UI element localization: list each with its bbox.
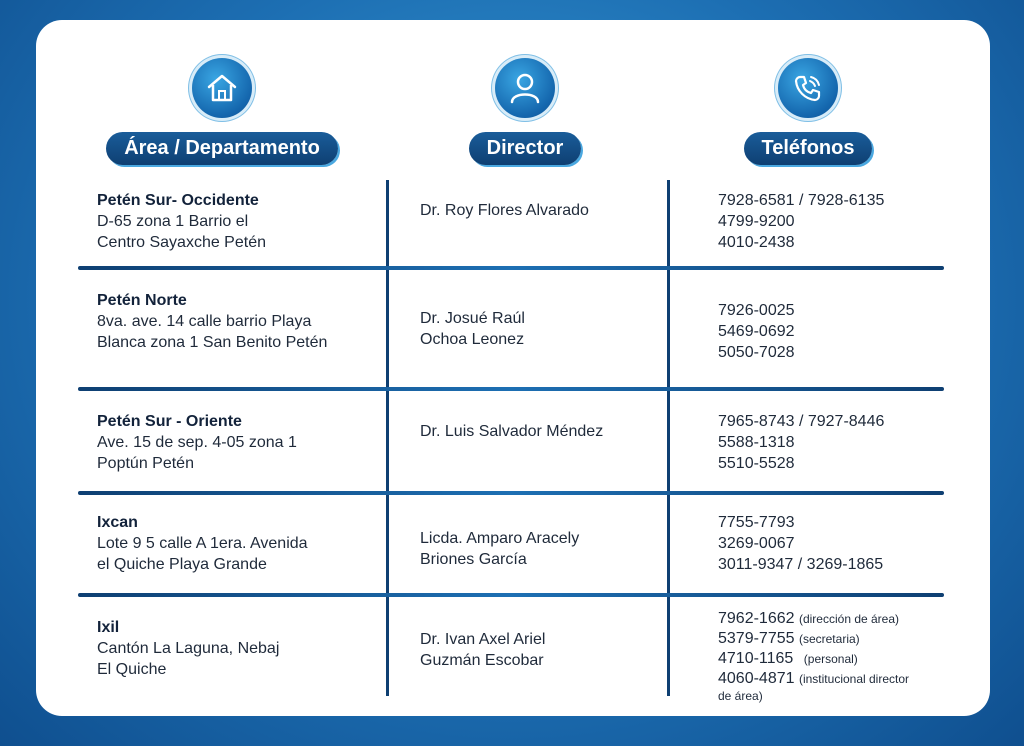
user-icon: [495, 58, 555, 118]
phone-number: 5510-5528: [718, 455, 795, 472]
row-divider-2: [78, 387, 944, 391]
phone-number: 5050-7028: [718, 344, 795, 361]
area-address-line: Cantón La Laguna, Nebaj: [97, 640, 280, 657]
area-name: Petén Norte: [97, 292, 187, 309]
director-header-label: Director: [469, 132, 582, 165]
phone-note: (secretaria): [798, 632, 860, 646]
home-icon: [192, 58, 252, 118]
phone-number: 3269-0067: [718, 535, 795, 552]
director-name: Licda. Amparo Aracely: [420, 530, 580, 547]
area-cell: [97, 512, 308, 575]
directory-card: [36, 20, 990, 716]
area-cell: [97, 617, 279, 680]
phone-number: 4710-1165: [718, 650, 794, 667]
phone-number: 4010-2438: [718, 234, 795, 251]
director-name: Dr. Luis Salvador Méndez: [420, 423, 604, 440]
area-address-line: 8va. ave. 14 calle barrio Playa: [97, 313, 312, 330]
director-header: [375, 58, 675, 165]
column-divider-2: [667, 180, 670, 696]
director-name: Briones García: [420, 551, 527, 568]
area-cell: [97, 290, 327, 353]
area-address-line: Lote 9 5 calle A 1era. Avenida: [97, 535, 308, 552]
director-name: Guzmán Escobar: [420, 652, 544, 669]
phone-number: 4060-4871: [718, 670, 795, 687]
phone-number: 7755-7793: [718, 514, 795, 531]
area-address-line: Centro Sayaxche Petén: [97, 234, 266, 251]
area-name: Petén Sur - Oriente: [97, 413, 242, 430]
phone-note: (institucional director: [798, 672, 910, 686]
phone-number: 5379-7755: [718, 630, 795, 647]
director-cell: [420, 200, 589, 221]
area-address-line: Poptún Petén: [97, 455, 194, 472]
telefonos-header-label: Teléfonos: [744, 132, 873, 165]
phone-entry: [718, 649, 909, 669]
phones-cell: [718, 411, 884, 474]
phone-number: 5588-1318: [718, 434, 795, 451]
area-cell: [97, 190, 266, 253]
phone-entry: [718, 669, 909, 689]
phone-number: 7965-8743 / 7927-8446: [718, 413, 885, 430]
area-name: Ixcan: [97, 514, 138, 531]
row-divider-3: [78, 491, 944, 495]
phone-note-continuation: de área): [718, 689, 763, 703]
phone-number: 7928-6581 / 7928-6135: [718, 192, 885, 209]
phone-note: (personal): [803, 652, 858, 666]
director-name: Ochoa Leonez: [420, 331, 525, 348]
director-cell: [420, 528, 579, 570]
area-address-line: el Quiche Playa Grande: [97, 556, 267, 573]
row-divider-1: [78, 266, 944, 270]
phone-number: 5469-0692: [718, 323, 795, 340]
phones-cell: [718, 609, 909, 703]
phone-entry: [718, 609, 909, 629]
director-name: Dr. Ivan Axel Ariel: [420, 631, 546, 648]
director-name: Dr. Roy Flores Alvarado: [420, 202, 589, 219]
area-header-label: Área / Departamento: [106, 132, 338, 165]
phone-number: 7962-1662: [718, 610, 795, 627]
phone-number: 7926-0025: [718, 302, 795, 319]
phones-cell: [718, 190, 884, 253]
area-name: Petén Sur- Occidente: [97, 192, 259, 209]
director-cell: [420, 629, 545, 671]
area-address-line: El Quiche: [97, 661, 167, 678]
director-cell: [420, 421, 603, 442]
area-cell: [97, 411, 297, 474]
phone-entry: [718, 629, 909, 649]
phones-cell: [718, 512, 883, 575]
phone-number: 3011-9347 / 3269-1865: [718, 556, 884, 573]
area-header: [72, 58, 372, 165]
phone-number: 4799-9200: [718, 213, 795, 230]
phones-cell: [718, 300, 795, 363]
phone-note: (dirección de área): [798, 612, 900, 626]
area-address-line: Blanca zona 1 San Benito Petén: [97, 334, 328, 351]
director-name: Dr. Josué Raúl: [420, 310, 525, 327]
area-address-line: Ave. 15 de sep. 4-05 zona 1: [97, 434, 297, 451]
row-divider-4: [78, 593, 944, 597]
column-divider-1: [386, 180, 389, 696]
area-name: Ixil: [97, 619, 120, 636]
phone-icon: [778, 58, 838, 118]
area-address-line: D-65 zona 1 Barrio el: [97, 213, 249, 230]
director-cell: [420, 308, 525, 350]
telefonos-header: [658, 58, 958, 165]
